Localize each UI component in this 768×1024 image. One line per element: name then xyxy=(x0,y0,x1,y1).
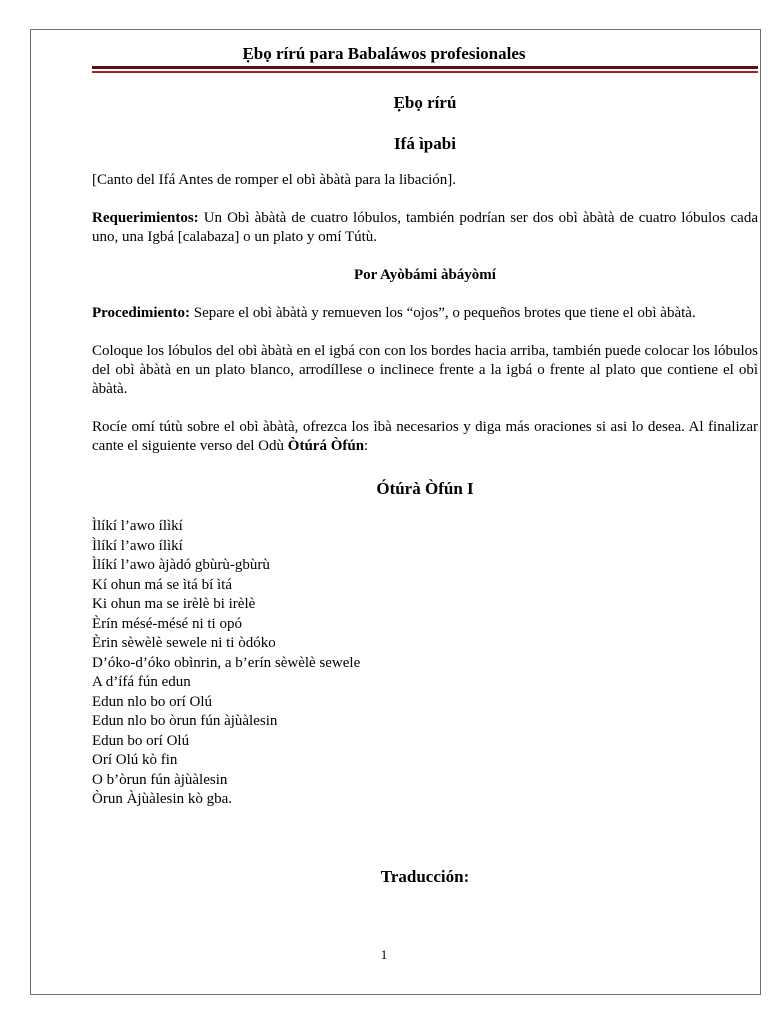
requirements-paragraph xyxy=(92,209,758,247)
verse-line: Ìlíkí l’awo ílìkí xyxy=(92,518,183,534)
sprinkle-paragraph xyxy=(92,418,758,456)
verse-line: Edun bo orí Olú xyxy=(92,732,190,749)
verse-line: Òrun Àjùàlesin kò gba. xyxy=(92,791,232,807)
document-body xyxy=(92,92,758,888)
verse-line: Èrín mésé-mésé ni ti opó xyxy=(92,615,242,632)
sprinkle-end: : xyxy=(364,438,369,454)
verse-block xyxy=(92,517,758,810)
verse-line: Kí ohun má se ìtá bí ìtá xyxy=(92,576,232,593)
verse-line: D’óko-d’óko obìnrin, a b’erín sèwèlè sewele xyxy=(92,654,361,671)
procedure-label: Procedimiento: xyxy=(92,305,191,321)
odu-name: Òtúrá Òfún xyxy=(287,438,365,454)
author-line: Por Ayòbámi àbáyòmí xyxy=(354,267,496,283)
verse-line: Edun nlo bo orí Olú xyxy=(92,693,212,710)
verse-line: Ìlíkí l’awo àjàdó gbùrù-gbùrù xyxy=(92,557,270,573)
section-subtitle: Ifá ìpabi xyxy=(394,134,456,153)
document-header-title: Ẹbọ rírú para Babaláwos profesionales xyxy=(242,44,526,63)
header-rule-dark xyxy=(92,66,758,69)
sprinkle-text: Rocíe omí tútù sobre el obì àbàtà, ofrezca los ìbà necesarios y diga más oraciones si asi lo desea. Al finalizar cante el siguiente verso del Odù xyxy=(92,419,758,454)
procedure-paragraph xyxy=(92,304,758,323)
header-rule-red xyxy=(92,71,758,73)
verse-line: Ki ohun ma se irèlè bi irèlè xyxy=(92,596,256,612)
section-title: Ẹbọ rírú xyxy=(393,93,457,112)
intro-paragraph: [Canto del Ifá Antes de romper el obì àbàtà para la libación]. xyxy=(92,172,457,188)
verse-line: Èrin sèwèlè sewele ni ti òdóko xyxy=(92,635,276,651)
page-number: 1 xyxy=(380,947,388,962)
procedure-text: Separe el obì àbàtà y remueven los “ojos”, o pequeños brotes que tiene el obì àbàtà. xyxy=(190,305,696,321)
verse-line: Edun nlo bo òrun fún àjùàlesin xyxy=(92,713,278,729)
requirements-label: Requerimientos: xyxy=(92,210,199,226)
requirements-text: Un Obì àbàtà de cuatro lóbulos, también podrían ser dos obì àbàtà de cuatro lóbulos cada uno, una Igbá [calabaza] o un plato y omí Tútù. xyxy=(92,210,758,245)
verse-line: Ìlíkí l’awo ílìkí xyxy=(92,537,183,554)
verse-line: Orí Olú kò fin xyxy=(92,752,178,768)
translation-title: Traducción: xyxy=(380,866,470,886)
verse-line: O b’òrun fún àjùàlesin xyxy=(92,771,228,788)
placement-paragraph: Coloque los lóbulos del obì àbàtà en el igbá con con los bordes hacia arriba, también puede colocar los lóbulos del obì àbàtà en un plato blanco, arrodíllese o inclinece frente a la igbá o frente al plato que contiene el obì àbàtà. xyxy=(92,343,758,397)
verse-line: A d’ífá fún edun xyxy=(92,674,191,690)
verse-title: Ótúrà Òfún I xyxy=(376,479,474,498)
